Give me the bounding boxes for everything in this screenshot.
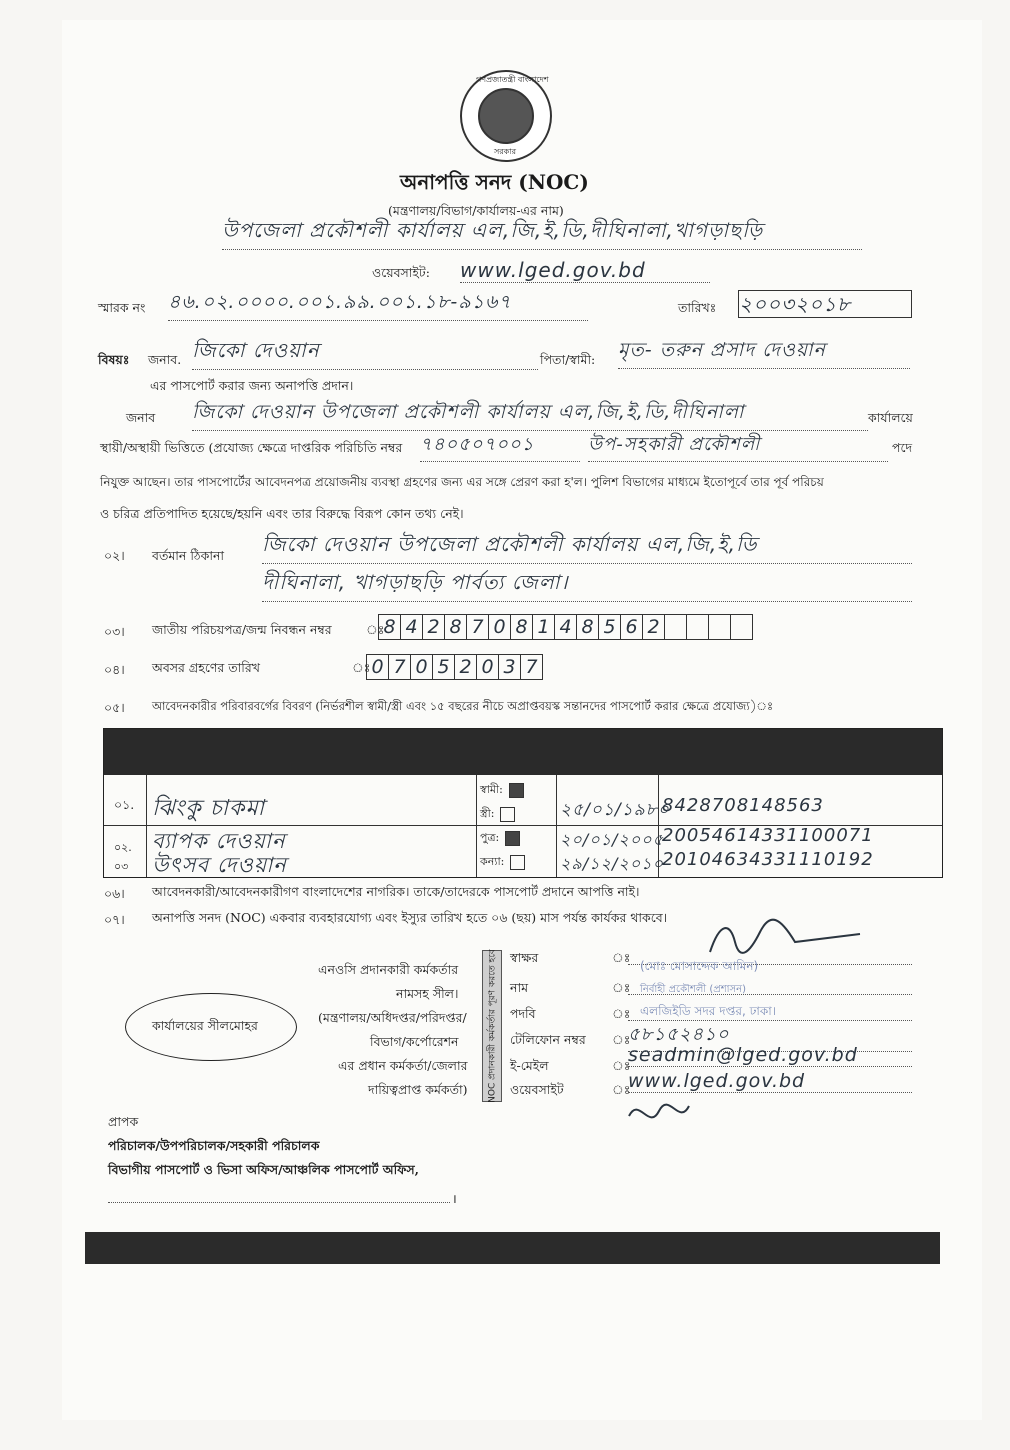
office-name: উপজেলা প্রকৌশলী কার্যালয় এল,জি,ই,ডি,দীঘিনালা,খাগড়াছড়ি [222, 216, 862, 250]
nid-digit: 0 [488, 614, 511, 640]
nid-digit [708, 614, 731, 640]
relation-label: কন্যা: [480, 853, 525, 872]
nid-digit [686, 614, 709, 640]
officer-line1: এনওসি প্রদানকারী কর্মকর্তার [318, 962, 459, 977]
stamp-line3: এলজিইডি সদর দপ্তর, ঢাকা। [640, 1004, 777, 1018]
retire-digit: 3 [498, 654, 521, 680]
name-label: নাম [510, 980, 529, 995]
citizen-text: আবেদনকারী/আবেদনকারীগণ বাংলাদেশের নাগরিক। তাকে/তাদেরকে পাসপোর্ট প্রদানে আপত্তি নাই। [152, 884, 640, 899]
post-colon: ঃ [612, 1006, 631, 1021]
recipient-blank-line [108, 1202, 450, 1203]
memo-label: স্মারক নং [98, 300, 146, 315]
web-value: www.lged.gov.bd [628, 1070, 912, 1093]
post-label: পদবি [510, 1006, 536, 1021]
father-name: মৃত- তরুন প্রসাদ দেওয়ান [618, 336, 910, 369]
nid-digit [730, 614, 753, 640]
memo-number: ৪৬.০২.০০০০.০০১.৯৯.০০১.১৮-৯১৬৭ [168, 288, 588, 321]
nid-digit: 1 [532, 614, 555, 640]
phone-colon: ঃ [612, 1032, 631, 1047]
body-line2-prefix: স্থায়ী/অস্থায়ী ভিত্তিতে (প্রযোজ্য ক্ষেত্রে দাপ্তরিক পরিচিতি নম্বর [100, 440, 403, 455]
post-title: উপ-সহকারী প্রকৌশলী [588, 430, 888, 462]
item-05-number: ০৫। [104, 700, 125, 715]
item-06-number: ০৬। [104, 886, 125, 901]
nid-digit: 2 [422, 614, 445, 640]
noc-vertical-label: NOC প্রদানকারী কর্মকর্তার পূরণ করতে হবে [482, 950, 502, 1102]
website-value: www.lged.gov.bd [460, 258, 710, 283]
wife-checkbox[interactable] [500, 807, 515, 822]
family-row-serial: ০২. ০৩ [114, 841, 132, 873]
nid-colon: ঃ [366, 622, 385, 637]
officer-line2: নামসহ সীল। [396, 986, 459, 1001]
nid-digit: 7 [466, 614, 489, 640]
retire-boxes [366, 654, 542, 680]
official-id: ৭৪০৫০৭০০১ [420, 430, 580, 462]
nid-digit: 8 [576, 614, 599, 640]
item-03-number: ০৩। [104, 624, 125, 639]
relation-label: স্বামী: [480, 781, 524, 800]
validity-text: অনাপত্তি সনদ (NOC) একবার ব্যবহারযোগ্য এবং ইস্যুর তারিখ হতে ০৬ (ছয়) মাস পর্যন্ত কার্যকর থাকবে। [152, 910, 668, 925]
retire-label: অবসর গ্রহণের তারিখ [152, 660, 260, 675]
body-line1-suffix: কার্যালয়ে [868, 410, 913, 425]
government-seal [460, 70, 552, 162]
retire-digit: 0 [366, 654, 389, 680]
retire-digit: 2 [454, 654, 477, 680]
date-label: তারিখঃ [678, 300, 717, 315]
phone-label: টেলিফোন নম্বর [510, 1032, 586, 1047]
email-value: seadmin@lged.gov.bd [628, 1044, 912, 1067]
body-line4: ও চরিত্র প্রতিপাদিত হয়েছে/হয়নি এবং তার বিরুদ্ধে বিরূপ কোন তথ্য নেই। [100, 506, 464, 521]
signature-scribble-icon [700, 912, 870, 962]
email-label: ই-মেইল [510, 1058, 549, 1073]
family-row-serial: ০১. [114, 797, 135, 812]
seal-emblem-icon [478, 88, 534, 144]
family-row-dob: ২০/০১/২০০৫ [560, 830, 664, 849]
family-table-header [104, 729, 942, 775]
initial-scribble-icon [624, 1096, 694, 1136]
item-02-number: ০২। [104, 548, 125, 563]
subject-purpose: এর পাসপোর্ট করার জন্য অনাপত্তি প্রদান। [150, 378, 354, 393]
retire-digit: 7 [520, 654, 543, 680]
nid-label: জাতীয় পরিচয়পত্র/জন্ম নিবন্ধন নম্বর [152, 622, 332, 637]
nid-digit: 8 [444, 614, 467, 640]
seal-text-bottom: সরকার [494, 147, 517, 156]
nid-digit: 4 [400, 614, 423, 640]
officer-line3: (মন্ত্রণালয়/অধিদপ্তর/পরিদপ্তর/ [318, 1010, 467, 1025]
body-line2-suffix: পদে [892, 440, 913, 455]
stamp-line1: (মোঃ মোসাদ্দেক আমিন) [640, 959, 759, 973]
family-table [103, 728, 943, 878]
recipient-dot-end: । [452, 1191, 457, 1206]
applicant-name: জিকো দেওয়ান [192, 336, 538, 370]
web-colon: ঃ [612, 1082, 631, 1097]
item-04-number: ০৪। [104, 662, 125, 677]
address-line2: দীঘিনালা, খাগড়াছড়ি পার্বত্য জেলা। [262, 568, 912, 602]
officer-stamp [640, 958, 776, 1023]
footer-band [85, 1232, 940, 1264]
family-row-nid-2: 20104634331110192 [662, 849, 874, 870]
col-divider [556, 775, 557, 877]
officer-line4: বিভাগ/কর্পোরেশন [370, 1034, 459, 1049]
nid-digit: 6 [620, 614, 643, 640]
family-label: আবেদনকারীর পরিবারবর্গের বিবরণ (নির্ভরশীল স্বামী/স্ত্রী এবং ১৫ বছরের নীচে অপ্রাপ্তবয়স্ক সন্তানদের পাসপোর্ট করার ক্ষেত্রে প্রযোজ্য)ঃ [152, 699, 774, 713]
document-title: অনাপত্তি সনদ (NOC) [400, 170, 589, 194]
seal-text-top: গণপ্রজাতন্ত্রী বাংলাদেশ [476, 75, 549, 84]
officer-line5: এর প্রধান কর্মকর্তা/জেলার [338, 1058, 468, 1073]
date-value: ২০০৩২০১৮ [738, 290, 912, 318]
body-mr-label: জনাব [126, 410, 156, 425]
nid-digit: 8 [378, 614, 401, 640]
sign-label: স্বাক্ষর [510, 950, 539, 965]
office-seal-label: কার্যালয়ের সীলমোহর [152, 1018, 258, 1033]
family-row-nid: 8428708148563 [662, 795, 824, 816]
retire-colon: ঃ [352, 660, 371, 675]
email-colon: ঃ [612, 1058, 631, 1073]
nid-digit: 4 [554, 614, 577, 640]
recipient-line2: বিভাগীয় পাসপোর্ট ও ভিসা অফিস/আঞ্চলিক পাসপোর্ট অফিস, [108, 1162, 419, 1177]
family-row-name: ঝিংকু চাকমা [152, 796, 266, 821]
daughter-checkbox[interactable] [510, 855, 525, 870]
document-subtitle: (মন্ত্রণালয়/বিভাগ/কার্যালয়-এর নাম) [388, 203, 564, 218]
sign-colon: ঃ [612, 950, 631, 965]
address-label: বর্তমান ঠিকানা [152, 548, 225, 563]
address-line1: জিকো দেওয়ান উপজেলা প্রকৌশলী কার্যালয় এল,জি,ই,ডি [262, 530, 912, 564]
family-row-name: ব্যাপক দেওয়ান [152, 829, 286, 853]
relation-label: পুত্র: [480, 829, 520, 848]
nid-digit: 2 [642, 614, 665, 640]
retire-digit: 0 [476, 654, 499, 680]
mr-label: জনাব. [148, 352, 182, 367]
family-row-dob-2: ২৯/১২/২০১০ [560, 854, 664, 873]
col-divider [146, 775, 147, 877]
retire-digit: 7 [388, 654, 411, 680]
recipient-line1: পরিচালক/উপপরিচালক/সহকারী পরিচালক [108, 1138, 320, 1153]
family-row-dob: ২৫/০১/১৯৮০ [560, 800, 670, 820]
website-label: ওয়েবসাইট: [372, 265, 430, 280]
retire-digit: 5 [432, 654, 455, 680]
recipient-label: প্রাপক [108, 1114, 139, 1129]
retire-digit: 0 [410, 654, 433, 680]
nid-digit [664, 614, 687, 640]
father-label: পিতা/স্বামী: [540, 352, 596, 367]
nid-digit: 8 [510, 614, 533, 640]
web-label: ওয়েবসাইট [510, 1082, 564, 1097]
nid-boxes [378, 614, 752, 640]
body-line1-value: জিকো দেওয়ান উপজেলা প্রকৌশলী কার্যালয় এল,জি,ই,ডি,দীঘিনালা [192, 398, 868, 431]
subject-label: বিষয়ঃ [98, 352, 130, 367]
nid-digit: 5 [598, 614, 621, 640]
officer-line6: দায়িত্বপ্রাপ্ত কর্মকর্তা) [368, 1082, 468, 1097]
name-colon: ঃ [612, 980, 631, 995]
stamp-line2: নির্বাহী প্রকৌশলী (প্রশাসন) [640, 984, 746, 995]
item-07-number: ০৭। [104, 912, 125, 927]
body-line3: নিযুক্ত আছেন। তার পাসপোর্টের আবেদনপত্র প্রয়োজনীয় ব্যবস্থা গ্রহণের জন্য এর সঙ্গে প্রেরণ করা হ'ল। পুলিশ বিভাগের মাধ্যমে ইতোপূর্বে তার পূর্ব পরিচয় [100, 475, 824, 489]
family-row-nid: 20054614331100071 [662, 825, 874, 846]
husband-checkbox[interactable] [509, 783, 524, 798]
son-checkbox[interactable] [505, 831, 520, 846]
phone-value: ৫৮১৫২৪১০ [628, 1020, 912, 1052]
relation-label: স্ত্রী: [480, 805, 515, 824]
family-row-name-2: উৎসব দেওয়ান [152, 853, 287, 877]
col-divider [476, 775, 477, 877]
